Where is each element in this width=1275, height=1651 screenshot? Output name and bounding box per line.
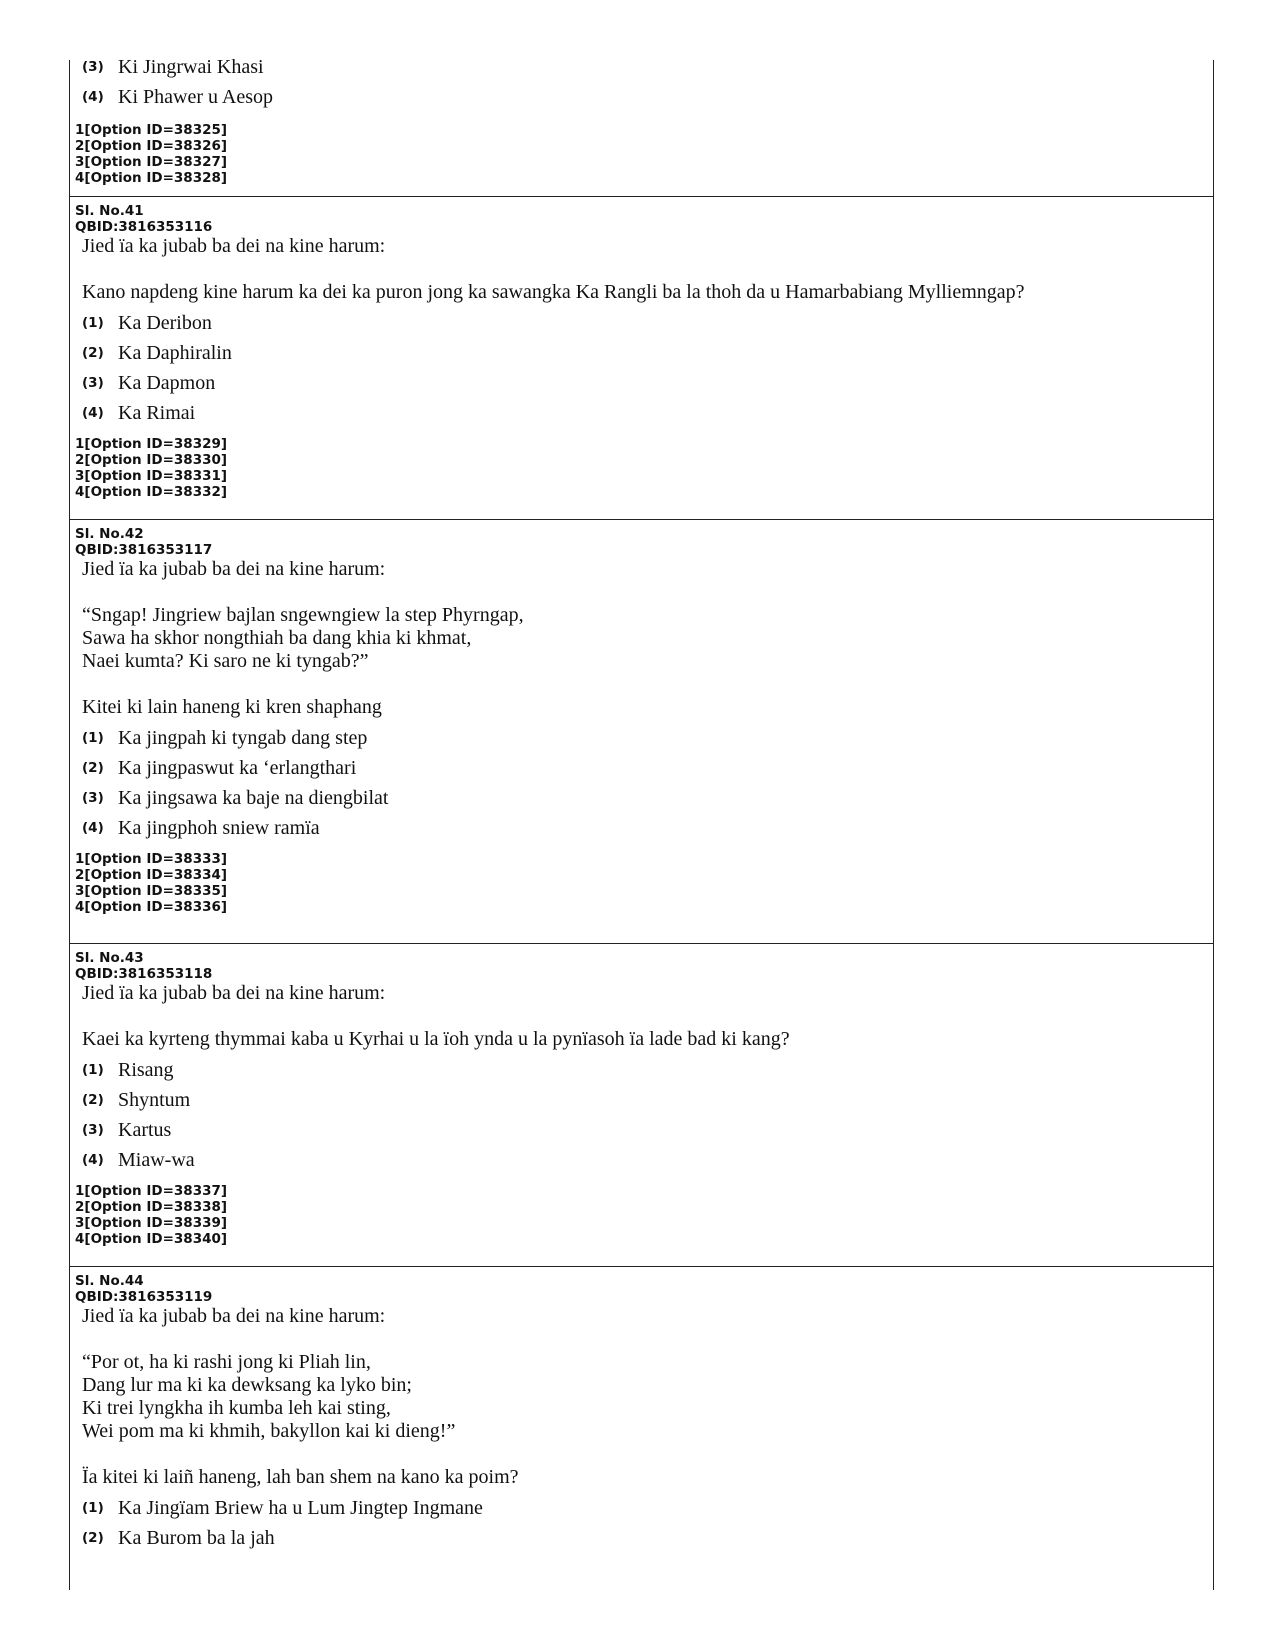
question-instruction: Jied ïa ka jubab ba dei na kine harum: <box>82 558 386 580</box>
option-2: (2) Ka jingpaswut ka ‘erlangthari <box>82 757 357 779</box>
option-id: 1[Option ID=38333] <box>75 851 228 867</box>
option-4: (4) Ka jingphoh sniew ramïa <box>82 817 320 839</box>
question-instruction: Jied ïa ka jubab ba dei na kine harum: <box>82 982 386 1004</box>
option-4: (4) Ki Phawer u Aesop <box>82 86 273 108</box>
option-id: 2[Option ID=38338] <box>75 1199 228 1215</box>
option-2: (2) Ka Daphiralin <box>82 342 232 364</box>
option-1: (1) Ka Jingïam Briew ha u Lum Jingtep Ingmane <box>82 1497 483 1519</box>
question-instruction: Jied ïa ka jubab ba dei na kine harum: <box>82 1305 386 1327</box>
question-text: Ïa kitei ki laiñ haneng, lah ban shem na kano ka poim? <box>82 1466 519 1488</box>
option-2: (2) Ka Burom ba la jah <box>82 1527 275 1549</box>
option-2: (2) Shyntum <box>82 1089 191 1111</box>
option-3: (3) Ki Jingrwai Khasi <box>82 56 264 78</box>
option-4: (4) Ka Rimai <box>82 402 196 424</box>
option-id: 2[Option ID=38326] <box>75 138 228 154</box>
question-text: Kano napdeng kine harum ka dei ka puron jong ka sawangka Ka Rangli ba la thoh da u Hamarbabiang Mylliemngap? <box>82 281 1025 303</box>
option-id-list <box>70 122 1213 186</box>
option-id: 1[Option ID=38325] <box>75 122 228 138</box>
verse-line: Dang lur ma ki ka dewksang ka lyko bin; <box>82 1374 412 1396</box>
verse-line: Sawa ha skhor nongthiah ba dang khia ki khmat, <box>82 627 472 649</box>
verse-line: “Sngap! Jingriew bajlan sngewngiew la step Phyrngap, <box>82 604 524 626</box>
option-4: (4) Miaw-wa <box>82 1149 195 1171</box>
option-id: 2[Option ID=38330] <box>75 452 228 468</box>
option-1: (1) Ka jingpah ki tyngab dang step <box>82 727 368 749</box>
qbid: QBID:3816353116 <box>75 219 213 235</box>
question-text: Kitei ki lain haneng ki kren shaphang <box>82 696 382 718</box>
question-block-43 <box>70 944 1213 1267</box>
option-1: (1) Risang <box>82 1059 174 1081</box>
question-text: Kaei ka kyrteng thymmai kaba u Kyrhai u la ïoh ynda u la pynïasoh ïa lade bad ki kang? <box>82 1028 790 1050</box>
option-id-list <box>70 851 1213 915</box>
option-id: 3[Option ID=38339] <box>75 1215 228 1231</box>
option-id: 1[Option ID=38337] <box>75 1183 228 1199</box>
option-id: 3[Option ID=38331] <box>75 468 228 484</box>
option-id: 4[Option ID=38328] <box>75 170 228 186</box>
option-id-list <box>70 1183 1213 1247</box>
option-id: 4[Option ID=38340] <box>75 1231 228 1247</box>
question-instruction: Jied ïa ka jubab ba dei na kine harum: <box>82 235 386 257</box>
option-3: (3) Kartus <box>82 1119 172 1141</box>
option-id: 3[Option ID=38335] <box>75 883 228 899</box>
qbid: QBID:3816353119 <box>75 1289 213 1305</box>
option-id-list <box>70 436 1213 500</box>
option-3: (3) Ka Dapmon <box>82 372 216 394</box>
question-paper-page <box>69 56 1214 1590</box>
option-3: (3) Ka jingsawa ka baje na diengbilat <box>82 787 389 809</box>
question-block-40-tail <box>70 56 1213 197</box>
option-id: 3[Option ID=38327] <box>75 154 228 170</box>
question-block-41 <box>70 197 1213 520</box>
qbid: QBID:3816353118 <box>75 966 213 982</box>
verse-line: Wei pom ma ki khmih, bakyllon kai ki dieng!” <box>82 1420 456 1442</box>
option-1: (1) Ka Deribon <box>82 312 212 334</box>
verse-line: “Por ot, ha ki rashi jong ki Pliah lin, <box>82 1351 371 1373</box>
verse-line: Ki trei lyngkha ih kumba leh kai sting, <box>82 1397 391 1419</box>
question-block-44 <box>70 1267 1213 1590</box>
option-id: 4[Option ID=38332] <box>75 484 228 500</box>
serial-number: Sl. No.42 <box>75 526 144 542</box>
option-id: 1[Option ID=38329] <box>75 436 228 452</box>
verse-line: Naei kumta? Ki saro ne ki tyngab?” <box>82 650 369 672</box>
qbid: QBID:3816353117 <box>75 542 213 558</box>
serial-number: Sl. No.41 <box>75 203 144 219</box>
option-id: 4[Option ID=38336] <box>75 899 228 915</box>
serial-number: Sl. No.44 <box>75 1273 144 1289</box>
serial-number: Sl. No.43 <box>75 950 144 966</box>
option-id: 2[Option ID=38334] <box>75 867 228 883</box>
question-block-42 <box>70 520 1213 944</box>
